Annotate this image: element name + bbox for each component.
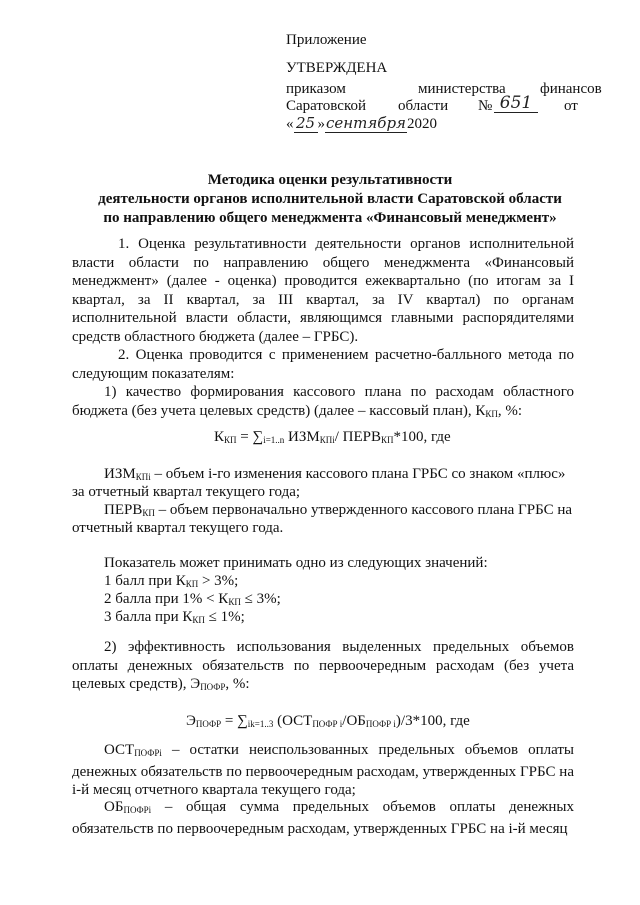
f2-ob-sub: ПОФР i [365, 719, 396, 729]
f2-eq: = ∑ [221, 713, 248, 729]
order-line2-a: Саратовской [286, 98, 366, 114]
paragraph-1: 1. Оценка результативности деятельности органов исполнительной власти области по направлению общего менеджмента «Финансовый менеджмент» (далее - оценка) проводится ежеквартально (по итогам за I квартал, за II квартал, за III квартал, за IV квартал) по органам исполнительной власти области, являющимся главными распорядителями средств областного бюджета (далее – ГРБС). [72, 236, 574, 345]
date-open-quote: « [286, 116, 294, 132]
item-1 [72, 383, 574, 423]
v2-sub: КП [228, 597, 241, 607]
formula-1 [214, 428, 451, 449]
f1-perv: / ПЕРВ [334, 429, 381, 445]
date-year: 2020 [407, 116, 437, 132]
item-2 [72, 638, 574, 697]
def-ost-text: – остатки неиспользованных предельных объемов оплаты денежных обязательств по первоочередным расходам, утвержденных ГРБС на i-й месяц отчетного квартала текущего года; [72, 742, 574, 799]
order-line1-b: министерства [418, 81, 506, 97]
date-month-handwritten: сентября [325, 114, 406, 132]
item-1-sub: КП [485, 408, 498, 419]
order-number-handwritten: 651 [494, 94, 538, 113]
f2-ost: (ОСТ [273, 713, 313, 729]
appendix-label: Приложение [286, 32, 367, 48]
paragraph-2: 2. Оценка проводится с применением расчетно-балльного метода по следующим показателям: [72, 347, 574, 382]
f1-izm-sub: КПi [319, 435, 335, 445]
v3-sub: КП [192, 615, 205, 625]
v2-a: 2 балла при 1% < К [104, 591, 229, 607]
v3-a: 3 балла при К [104, 609, 193, 625]
title-line2: деятельности органов исполнительной власти Саратовской области [98, 191, 562, 207]
f1-k-sub: КП [224, 435, 237, 445]
def-ob-term: ОБ [104, 799, 124, 815]
def-perv-text: – объем первоначально утвержденного кассового плана ГРБС на [154, 502, 573, 518]
order-date [286, 114, 437, 133]
def-perv-term: ПЕРВ [104, 502, 143, 518]
f1-sum-sub: i=1..n [263, 435, 285, 445]
f2-ob: /ОБ [342, 713, 366, 729]
f1-eq: = ∑ [236, 429, 264, 445]
definition-ost [72, 741, 574, 800]
order-number-label: № [478, 98, 493, 114]
def-ost-sub: ПОФРi [134, 748, 162, 758]
values-intro: Показатель может принимать одно из следующих значений: [104, 555, 488, 571]
order-line1-c: финансов [540, 81, 602, 97]
v2-b: ≤ 3%; [240, 591, 281, 607]
def-izm-term: ИЗМ [104, 466, 136, 482]
def-izm-sub: КПi [135, 472, 151, 482]
value-3 [104, 608, 245, 629]
def-ob-text: – общая сумма предельных объемов оплаты денежных обязательств по первоочередным расходам, утвержденных ГРБС на i-й месяц [72, 799, 574, 837]
v1-sub: КП [185, 579, 199, 589]
f2-e-sub: ПОФР [195, 719, 222, 729]
def-izm-text: – объем i-го изменения кассового плана ГРБС со знаком «плюс» [150, 466, 566, 482]
definition-ob [72, 798, 574, 838]
title-line3: по направлению общего менеджмента «Финансовый менеджмент» [103, 210, 557, 226]
f1-rest: *100, где [393, 429, 451, 445]
f2-sum-sub: ik=1..3 [247, 719, 274, 729]
v1-a: 1 балл при К [104, 573, 186, 589]
v3-b: ≤ 1%; [204, 609, 245, 625]
f2-e: Э [186, 713, 196, 729]
item-1-text: 1) качество формирования кассового плана по расходам областного бюджета (без учета целевых средств) (далее – кассовый план), К [72, 384, 574, 419]
def-ost-term: ОСТ [104, 742, 135, 758]
title-line1: Методика оценки результативности [207, 172, 453, 188]
formula-2 [186, 712, 470, 733]
f1-k: К [214, 429, 225, 445]
f2-rest: )/3*100, где [395, 713, 470, 729]
item-2-text: 2) эффективность использования выделенных предельных объемов оплаты денежных обязательств по первоочередным расходам (без учета целевых средств), Э [72, 639, 574, 693]
order-line2-b: области [398, 98, 449, 114]
date-day-handwritten: 25 [294, 114, 318, 133]
v1-b: > 3%; [198, 573, 239, 589]
date-close-quote: » [317, 116, 325, 132]
f1-izm: ИЗМ [284, 429, 320, 445]
approved-label: УТВЕРЖДЕНА [286, 60, 388, 76]
f2-ost-sub: ПОФР i [312, 719, 343, 729]
f1-perv-sub: КП [380, 435, 394, 445]
definition-perv-line2: отчетный квартал текущего года. [72, 520, 284, 536]
order-from: от [564, 98, 578, 114]
order-line1-a: приказом [286, 81, 346, 97]
item-2-sub: ПОФР [200, 682, 226, 693]
definition-izm-line2: за отчетный квартал текущего года; [72, 484, 301, 500]
item-1-tail: , %: [497, 402, 523, 419]
item-2-tail: , %: [225, 676, 250, 693]
def-ob-sub: ПОФРi [123, 805, 152, 815]
def-perv-sub: КП [142, 508, 155, 518]
